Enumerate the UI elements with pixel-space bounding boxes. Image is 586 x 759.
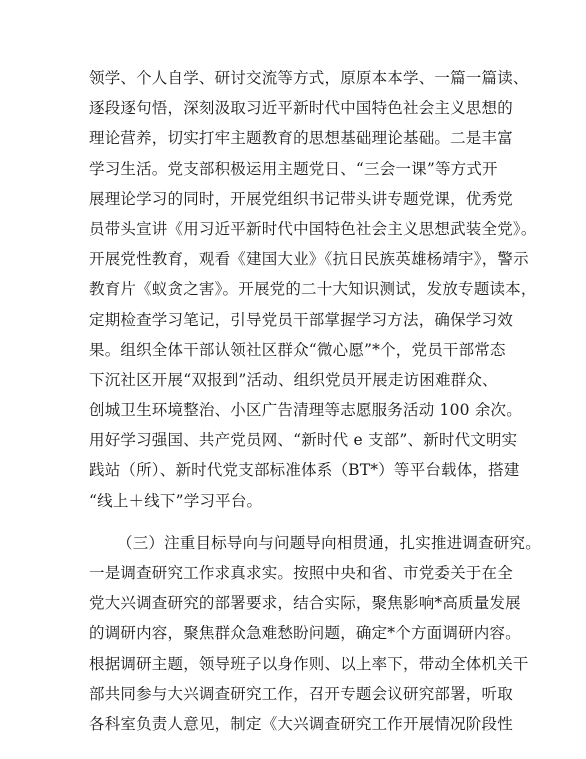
- body-text: [89, 63, 541, 739]
- paragraph-line: 部共同参与大兴调查研究工作，召开专题会议研究部署，听取: [89, 684, 513, 703]
- paragraph-line: 践站（所）、新时代党支部标准体系（BT*）等平台载体，搭建: [89, 461, 520, 480]
- paragraph-line: 理论营养，切实打牢主题教育的思想基础理论基础。二是丰富: [89, 129, 513, 148]
- paragraph-line: “线上＋线下”学习平台。: [89, 491, 263, 510]
- paragraph-line: 展理论学习的同时，开展党组织书记带头讲专题党课，优秀党: [89, 189, 513, 208]
- paragraph-line: 创城卫生环境整治、小区广告清理等志愿服务活动 100 余次。: [89, 401, 522, 420]
- paragraph-line: 教育片《蚁贪之害》。开展党的二十大知识测试，发放专题读本，: [89, 280, 537, 299]
- paragraph-line: 用好学习强国、共产党员网、“新时代 e 支部”、新时代文明实: [89, 431, 518, 450]
- paragraph-line: 开展党性教育，观看《建国大业》《抗日民族英雄杨靖宇》，警示: [89, 250, 529, 269]
- paragraph-line: 下沉社区开展“双报到”活动、组织党员开展走访困难群众、: [89, 370, 498, 389]
- paragraph-line: 的调研内容，聚焦群众急难愁盼问题，确定*个方面调研内容。: [89, 624, 521, 643]
- paragraph-line: 员带头宣讲《用习近平新时代中国特色社会主义思想武装全党》。: [89, 219, 537, 238]
- paragraph-line: 果。组织全体干部认领社区群众“微心愿”*个，党员干部常态: [89, 340, 506, 359]
- paragraph-line: 各科室负责人意见，制定《大兴调查研究工作开展情况阶段性: [89, 714, 513, 733]
- paragraph-line: 根据调研主题，领导班子以身作则、以上率下，带动全体机关干: [89, 654, 529, 673]
- paragraph-line: 领学、个人自学、研讨交流等方式，原原本本学、一篇一篇读、: [89, 69, 529, 87]
- paragraph-line: 一是调查研究工作求真求实。按照中央和省、市党委关于在全: [89, 564, 513, 582]
- paragraph-line: 学习生活。党支部积极运用主题党日、“三会一课”等方式开: [89, 159, 498, 178]
- paragraph-line: 党大兴调查研究的部署要求，结合实际，聚焦影响*高质量发展: [89, 594, 521, 613]
- paragraph-line: 逐段逐句悟，深刻汲取习近平新时代中国特色社会主义思想的: [89, 99, 513, 118]
- section-heading-line: （三）注重目标导向与问题导向相贯通，扎实推进调查研究。: [117, 533, 541, 552]
- paragraph-line: 定期检查学习笔记，引导党员干部掌握学习方法，确保学习效: [89, 310, 513, 329]
